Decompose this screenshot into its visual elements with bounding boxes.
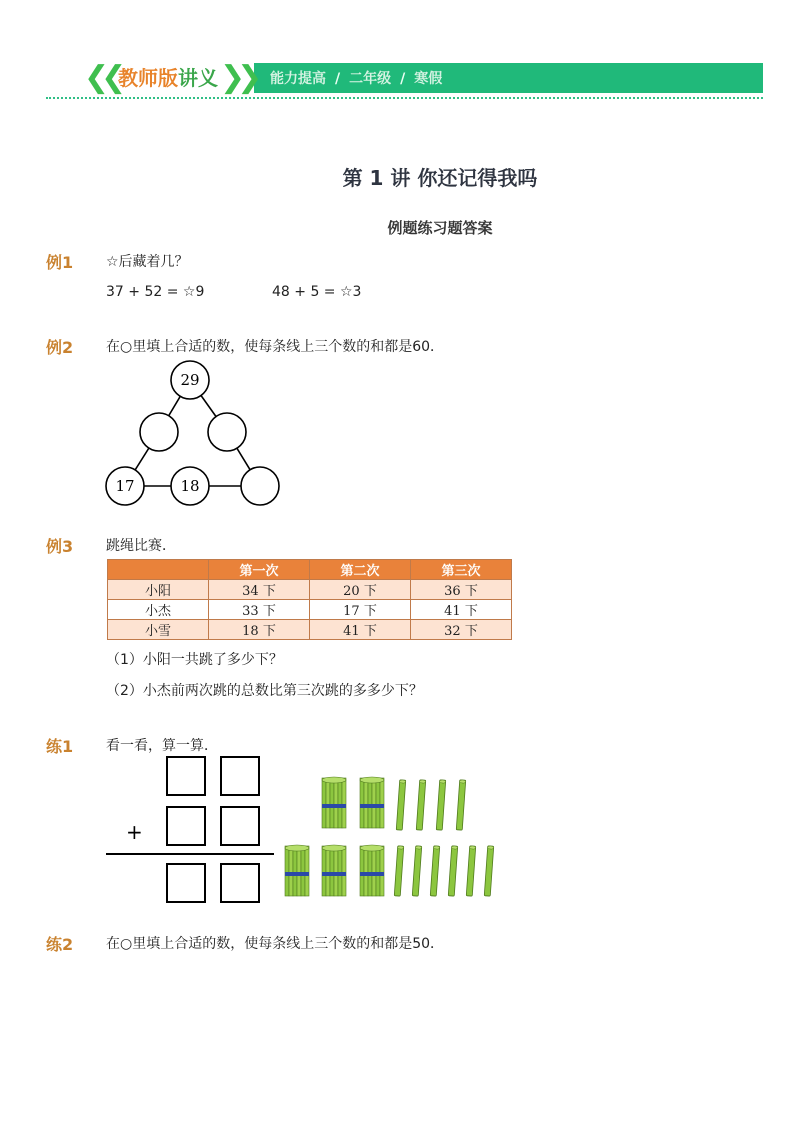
table-header-row [108, 560, 512, 580]
single-stick [430, 846, 439, 896]
answer-box [167, 807, 205, 845]
stick-bundle [360, 845, 384, 896]
practice-2-label: 练2 [46, 935, 74, 954]
table-header-cell [108, 560, 209, 580]
example-3-question-2: （2）小杰前两次跳的总数比第三次跳的多多少下？ [106, 683, 423, 699]
single-stick [396, 780, 405, 830]
breadcrumb-level: 能力提高 [270, 71, 326, 87]
circle-bottom-middle-value: 18 [180, 477, 200, 495]
table-cell: 小杰 [108, 600, 209, 620]
single-stick [416, 780, 425, 830]
brand-title: 教师版讲义 [118, 66, 218, 90]
score-table [107, 559, 512, 640]
example-3-prompt: 跳绳比赛． [106, 538, 176, 554]
counting-sticks-illustration [280, 770, 510, 900]
table-header-cell: 第二次 [310, 560, 411, 580]
table-cell: 36 下 [411, 580, 512, 600]
example-1-prompt: ☆后藏着几？ [106, 254, 189, 270]
example-2-prompt: 在○里填上合适的数，使每条线上三个数的和都是60． [106, 339, 445, 355]
example-1-equation-2: 48 + 5 = ☆3 [272, 284, 362, 300]
single-stick [448, 846, 457, 896]
section-subtitle: 例题练习题答案 [387, 219, 493, 237]
practice-2-prompt: 在○里填上合适的数，使每条线上三个数的和都是50． [106, 936, 445, 952]
table-header-cell: 第一次 [209, 560, 310, 580]
answer-box [167, 757, 205, 795]
stick-bundle [285, 845, 309, 896]
single-stick [466, 846, 475, 896]
circle-top-value: 29 [180, 371, 200, 389]
vertical-addition-boxes [100, 752, 280, 907]
single-stick [436, 780, 445, 830]
practice-1-prompt: 看一看，算一算． [106, 738, 218, 754]
table-cell: 32 下 [411, 620, 512, 640]
plus-sign: + [126, 820, 143, 844]
answer-box [167, 864, 205, 902]
table-cell: 41 下 [310, 620, 411, 640]
single-stick [394, 846, 403, 896]
answer-box [221, 807, 259, 845]
breadcrumb-grade: 二年级 [349, 71, 392, 87]
example-3-question-1: （1）小阳一共跳了多少下？ [106, 652, 283, 668]
lesson-title: 第 1 讲 你还记得我吗 [342, 166, 538, 190]
header-dotted-divider [46, 97, 763, 99]
answer-box [221, 757, 259, 795]
example-2-label: 例2 [46, 338, 74, 357]
circle-right-middle [208, 413, 246, 451]
example-1-equation-1: 37 + 52 = ☆9 [106, 284, 205, 300]
table-cell: 小阳 [108, 580, 209, 600]
chevron-left-icon: ❮❮ [84, 60, 119, 95]
practice-1-label: 练1 [46, 737, 74, 756]
table-cell: 18 下 [209, 620, 310, 640]
circle-bottom-right [241, 467, 279, 505]
table-cell: 33 下 [209, 600, 310, 620]
triangle-circle-diagram [100, 358, 290, 508]
table-cell: 17 下 [310, 600, 411, 620]
stick-bundle [322, 845, 346, 896]
breadcrumb-term: 寒假 [414, 71, 443, 87]
stick-bundle [360, 777, 384, 828]
table-cell: 20 下 [310, 580, 411, 600]
table-cell: 34 下 [209, 580, 310, 600]
table-row [108, 620, 512, 640]
table-row [108, 580, 512, 600]
circle-left-middle [140, 413, 178, 451]
chevron-right-icon: ❯❯ [220, 60, 255, 95]
table-row [108, 600, 512, 620]
example-1-label: 例1 [46, 253, 74, 272]
table-cell: 41 下 [411, 600, 512, 620]
example-3-label: 例3 [46, 537, 74, 556]
answer-box [221, 864, 259, 902]
table-header-cell: 第三次 [411, 560, 512, 580]
breadcrumb: 能力提高 / 二年级 / 寒假 [270, 71, 443, 87]
single-stick [412, 846, 421, 896]
single-stick [456, 780, 465, 830]
single-stick [484, 846, 493, 896]
table-cell: 小雪 [108, 620, 209, 640]
circle-bottom-left-value: 17 [115, 477, 135, 495]
stick-bundle [322, 777, 346, 828]
